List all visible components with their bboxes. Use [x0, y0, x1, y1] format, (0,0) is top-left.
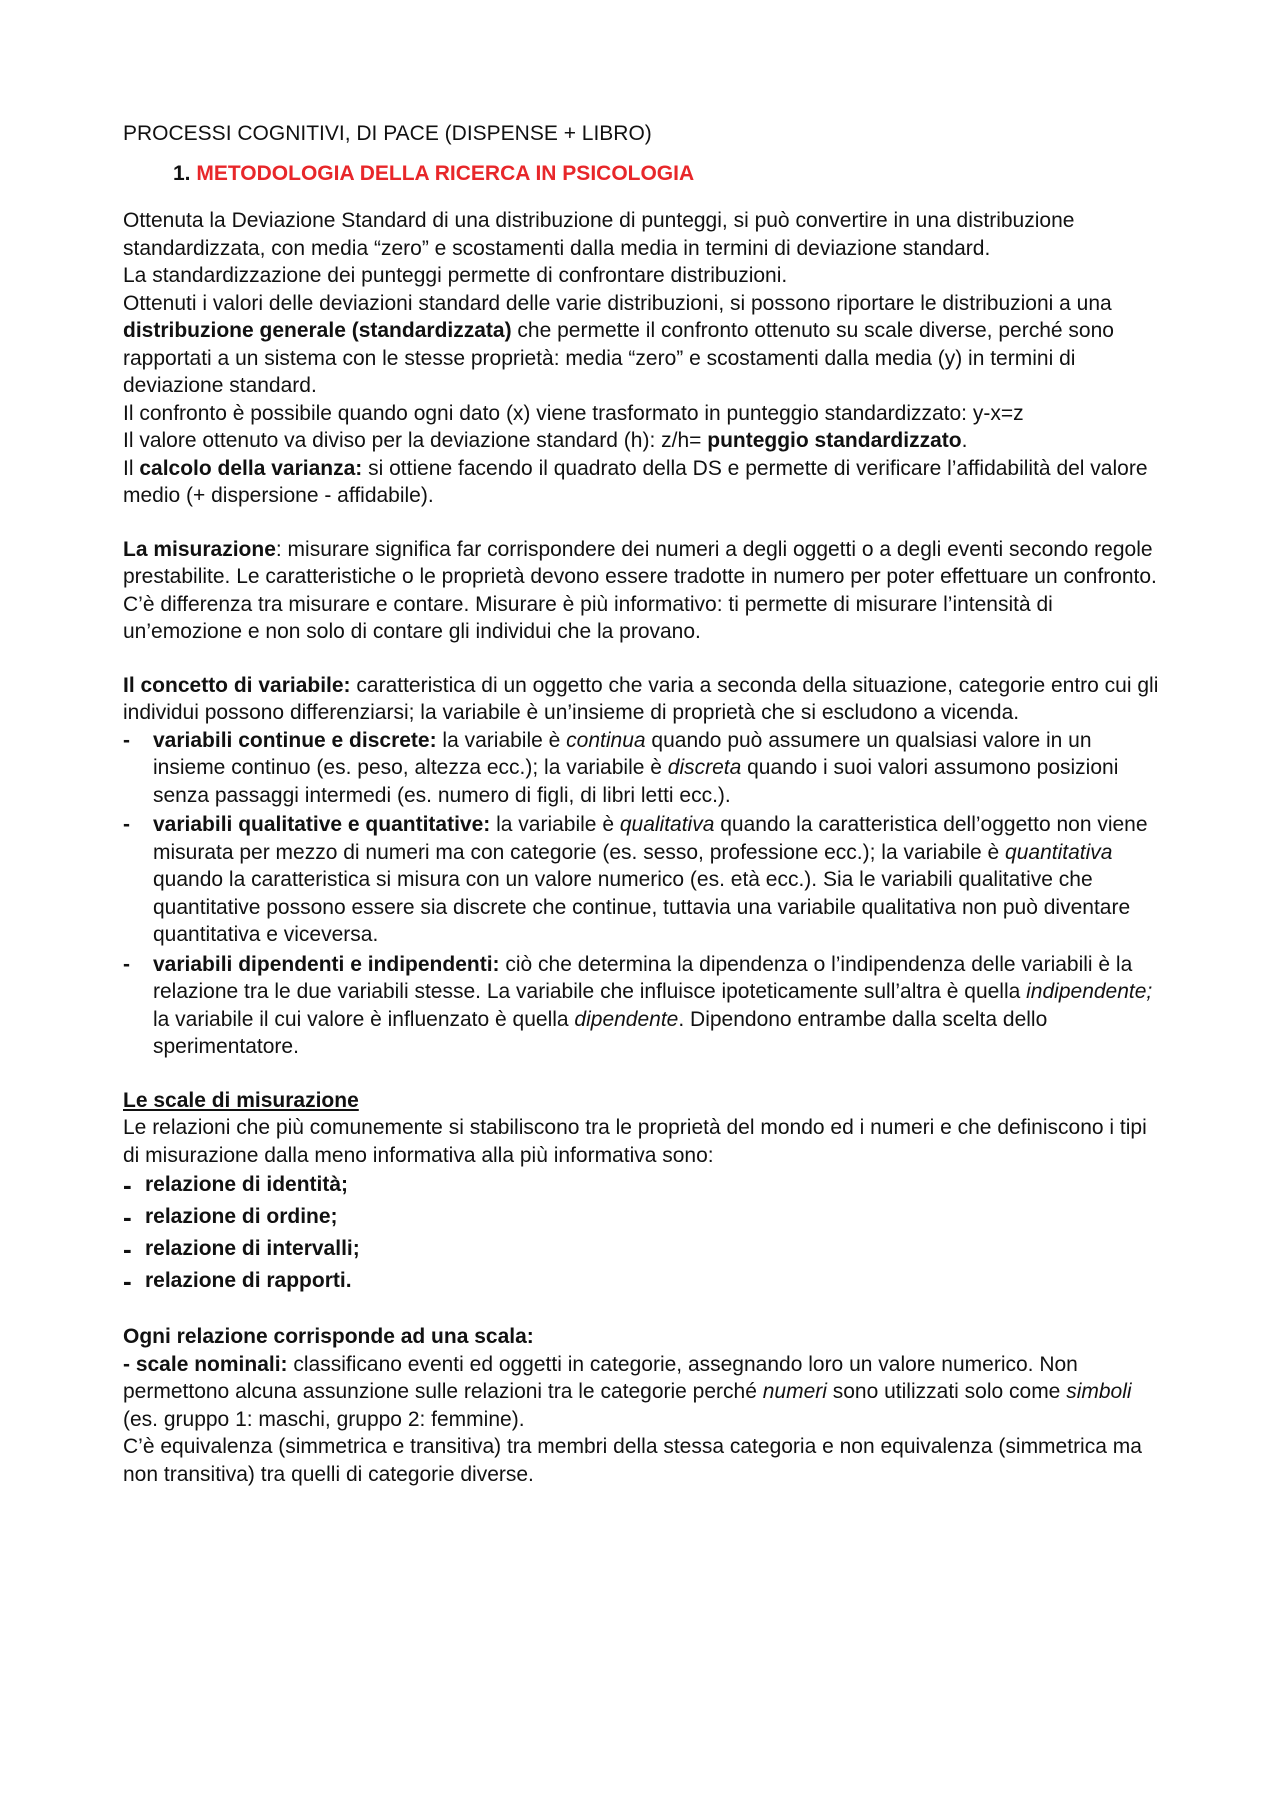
- std-p6-text: Il: [123, 456, 140, 480]
- list-item-lead: variabili dipendenti e indipendenti:: [153, 952, 500, 976]
- list-item: [123, 1265, 1163, 1297]
- list-item-text: quando può assumere un qualsiasi valore in un insieme continuo (es. peso, altezza ecc.); la variabile è: [153, 728, 1092, 779]
- std-p3-text-end: che permette il confronto ottenuto su scale diverse, perché sono rapportati a un sistema con le stesse proprietà: media “zero” e scostamenti dalla media (y) in termini di deviazione standard.: [123, 319, 1114, 397]
- list-item-lead: variabili qualitative e quantitative:: [153, 813, 491, 836]
- relation-label: relazione di intervalli;: [145, 1237, 360, 1260]
- list-dash: -: [123, 952, 130, 976]
- std-p5-text: Il valore ottenuto va diviso per la deviazione standard (h): z/h=: [123, 429, 708, 452]
- relation-label: relazione di ordine;: [145, 1205, 338, 1228]
- section-title: METODOLOGIA DELLA RICERCA IN PSICOLOGIA: [196, 161, 695, 185]
- measure-paragraph-2: C’è differenza tra misurare e contare. Misurare è più informativo: ti permette di misurare l’intensità di un’emozione e non solo di contare gli individui che la provano.: [123, 592, 1053, 643]
- list-item-text: . Dipendono entrambe dalla scelta dello sperimentatore.: [153, 1007, 1048, 1058]
- list-item-italic: qualitativa: [619, 813, 715, 836]
- std-paragraph-5: [123, 427, 1163, 455]
- list-dash: -: [123, 1202, 132, 1232]
- nominal-lead: - scale nominali:: [123, 1352, 288, 1376]
- list-item-text: la variabile è: [490, 813, 620, 836]
- list-item-italic: dipendente: [574, 1007, 679, 1031]
- list-item-italic: quantitativa: [1005, 840, 1113, 864]
- measurement-section: [123, 536, 1163, 646]
- scales-paragraph: Le relazioni che più comunemente si stabiliscono tra le proprietà del mondo ed i numeri e che definiscono i tipi di misurazione dalla meno informativa alla più informativa sono:: [123, 1116, 1147, 1167]
- std-paragraph-2: La standardizzazione dei punteggi permette di confrontare distribuzioni.: [123, 264, 788, 287]
- std-paragraph-1: Ottenuta la Deviazione Standard di una distribuzione di punteggi, si può convertire in una distribuzione standardizzata, con media “zero” e scostamenti dalla media in termini di deviazione standard.: [123, 209, 1075, 260]
- relation-label: relazione di rapporti.: [145, 1269, 352, 1292]
- equivalence-paragraph: C’è equivalenza (simmetrica e transitiva) tra membri della stessa categoria e non equivalenza (simmetrica ma non transitiva) tra quelli di categorie diverse.: [123, 1435, 1142, 1486]
- nominal-text: classificano eventi ed oggetti in categorie, assegnando loro un valore numerico. Non permettono alcuna assunzione sulle relazioni tra le categorie perché: [123, 1352, 1078, 1403]
- list-item-text: la variabile è: [436, 728, 567, 752]
- standardization-section: [123, 207, 1163, 510]
- list-item: [123, 1169, 1163, 1201]
- document-page: [123, 120, 1163, 1514]
- std-paragraph-3: [123, 290, 1163, 400]
- std-p3-text: Ottenuti i valori delle deviazioni standard delle varie distribuzioni, si possono riportare le distribuzioni a una: [123, 291, 1112, 315]
- nominal-scale-paragraph: [123, 1351, 1163, 1434]
- list-item-lead: variabili continue e discrete:: [153, 728, 437, 752]
- list-item-text: quando la caratteristica si misura con un valore numerico (es. età ecc.). Sia le variabili qualitative che quantitative possono essere sia discrete che continue, tuttavia una variabile qualitativa non può diventare quantitativa e viceversa.: [153, 868, 1131, 946]
- list-dash: -: [123, 1234, 132, 1264]
- nominal-italic: simboli: [1066, 1380, 1132, 1403]
- scales-heading: Le scale di misurazione: [123, 1088, 359, 1112]
- nominal-text: sono utilizzati solo come: [826, 1380, 1067, 1403]
- list-item: [123, 1233, 1163, 1265]
- list-item-text: quando i suoi valori assumono posizioni senza passaggi intermedi (es. numero di figli, di libri letti ecc.).: [153, 756, 1119, 807]
- relation-scale-heading-text: Ogni relazione corrisponde ad una scala:: [123, 1325, 534, 1348]
- variable-p1-text: caratteristica di un oggetto che varia a seconda della situazione, categorie entro cui gli individui possono differenziarsi; la variabile è un’insieme di proprietà che si escludono a vicenda.: [123, 673, 1159, 724]
- measure-paragraph-1: [123, 536, 1163, 591]
- measure-lead: La misurazione: [123, 537, 276, 561]
- nominal-text: (es. gruppo 1: maschi, gruppo 2: femmine).: [123, 1407, 525, 1431]
- list-dash: -: [123, 728, 130, 752]
- std-paragraph-4: Il confronto è possibile quando ogni dato (x) viene trasformato in punteggio standardizzato: y-x=z: [123, 401, 1024, 425]
- list-item: [123, 727, 1163, 810]
- nominal-italic: numeri: [762, 1380, 827, 1403]
- variable-lead: Il concetto di variabile:: [123, 673, 351, 697]
- list-item-italic: indipendente;: [1026, 980, 1153, 1003]
- relation-label: relazione di identità;: [145, 1173, 349, 1196]
- list-dash: -: [123, 813, 130, 836]
- list-item-italic: discreta: [667, 756, 742, 779]
- section-heading: [173, 160, 1163, 188]
- scales-section: [123, 1087, 1163, 1298]
- list-item: [123, 811, 1163, 949]
- section-number: 1.: [173, 161, 191, 185]
- list-item: [123, 1201, 1163, 1233]
- relation-scale-heading: [123, 1323, 1163, 1351]
- relation-list: [123, 1169, 1163, 1297]
- std-p5-bold: punteggio standardizzato: [707, 429, 962, 452]
- variable-paragraph: [123, 672, 1163, 727]
- std-p5-end: .: [961, 429, 968, 452]
- std-p6-bold: calcolo della varianza:: [139, 456, 363, 480]
- list-item-italic: continua: [566, 728, 646, 752]
- std-p6-end: si ottiene facendo il quadrato della DS e permette di verificare l’affidabilità del valore medio (+ dispersione - affidabile).: [123, 456, 1148, 507]
- std-p3-bold: distribuzione generale (standardizzata): [123, 319, 512, 342]
- document-title: PROCESSI COGNITIVI, DI PACE (DISPENSE + LIBRO): [123, 122, 652, 145]
- list-item-text: quando la caratteristica dell’oggetto non viene misurata per mezzo di numeri ma con categorie (es. sesso, professione ecc.); la variabile è: [153, 813, 1148, 864]
- list-item-text: ciò che determina la dipendenza o l’indipendenza delle variabili è la relazione tra le due variabili stesse. La variabile che influisce ipoteticamente sull’altra è quella: [153, 952, 1133, 1003]
- list-dash: -: [123, 1170, 132, 1200]
- variable-section: [123, 672, 1163, 1061]
- list-dash: -: [123, 1266, 132, 1296]
- list-item: [123, 951, 1163, 1061]
- std-paragraph-6: [123, 455, 1163, 510]
- list-item-text: la variabile il cui valore è influenzato è quella: [153, 1007, 575, 1031]
- variable-type-list: [123, 727, 1163, 1061]
- relation-scale-section: [123, 1323, 1163, 1488]
- measure-p1-text: : misurare significa far corrispondere dei numeri a degli oggetti o a degli eventi secondo regole prestabilite. Le caratteristiche o le proprietà devono essere tradotte in numero per poter effettuare un confronto.: [123, 537, 1157, 588]
